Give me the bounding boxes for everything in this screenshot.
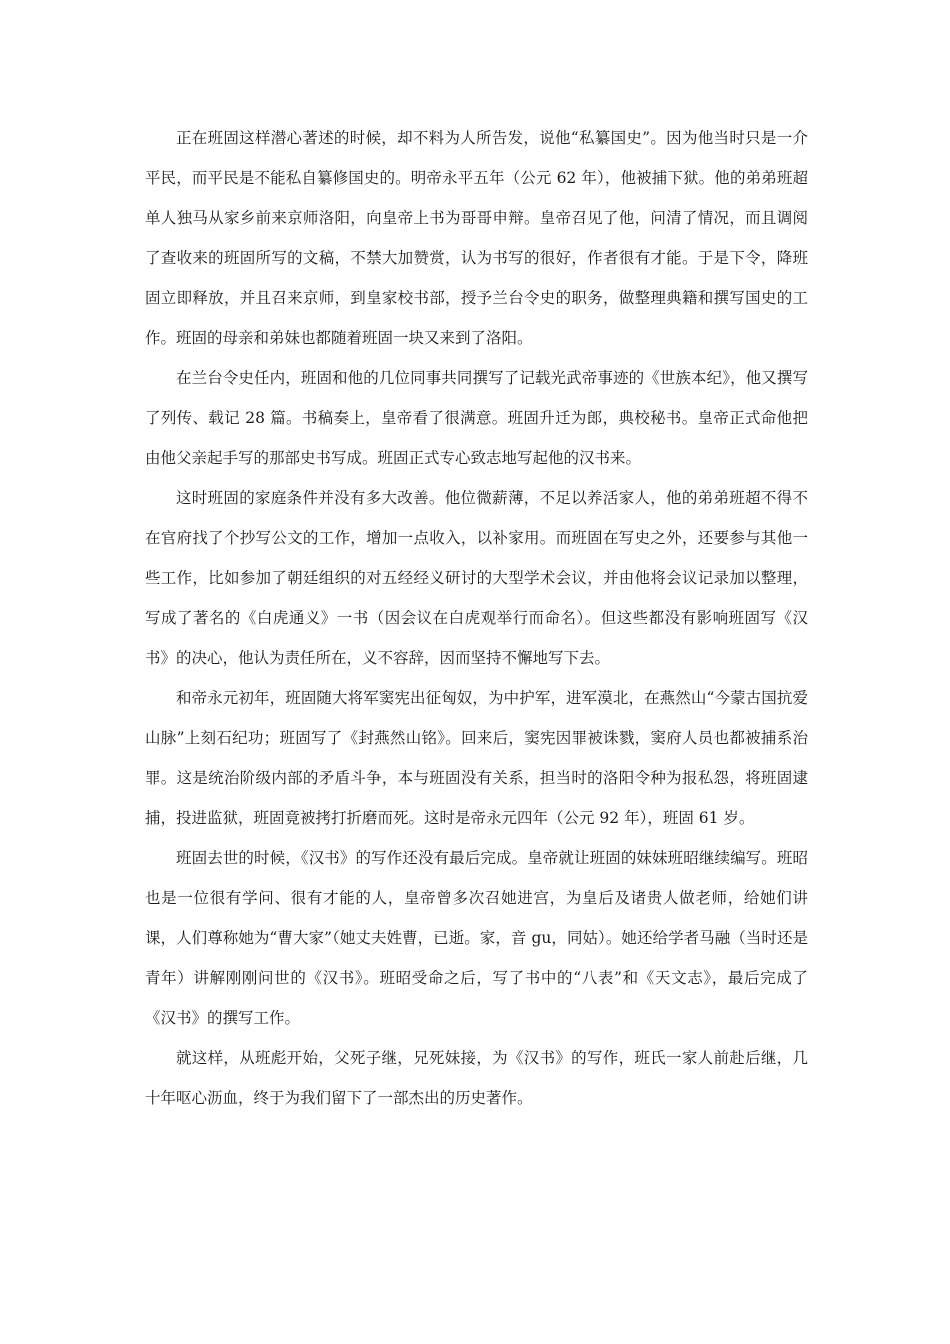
paragraph-1: 正在班固这样潜心著述的时候，却不料为人所告发，说他“私纂国史”。因为他当时只是一介平民，而平民是不能私自纂修国史的。明帝永平五年（公元 62 年），他被捕下狱。他的弟弟班超单人独马从家乡前来京师洛阳，向皇帝上书为哥哥申辩。皇帝召见了他，问清了情况，而且调阅了查收来的班固所写的文稿，不禁大加赞赏，认为书写的很好，作者很有才能。于是下令，降班固立即释放，并且召来京师，到皇家校书部，授予兰台令史的职务，做整理典籍和撰写国史的工作。班固的母亲和弟妹也都随着班固一块又来到了洛阳。 — [145, 129, 808, 347]
paragraph-5: 班固去世的时候，《汉书》的写作还没有最后完成。皇帝就让班固的妹妹班昭继续编写。班昭也是一位很有学问、很有才能的人，皇帝曾多次召她进宫，为皇后及诸贵人做老师，给她们讲课，人们尊称她为“曹大家”（她丈夫姓曹，已逝。家，音 gu，同姑）。她还给学者马融（当时还是青年）讲解刚刚问世的《汉书》。班昭受命之后，写了书中的“八表”和《天文志》，最后完成了《汉书》的撰写工作。 — [145, 849, 808, 1027]
paragraph-6: 就这样，从班彪开始，父死子继，兄死妹接，为《汉书》的写作，班氏一家人前赴后继，几十年呕心沥血，终于为我们留下了一部杰出的历史著作。 — [145, 1049, 808, 1107]
document-body — [145, 118, 808, 1118]
paragraph-4: 和帝永元初年，班固随大将军窦宪出征匈奴，为中护军，进军漠北，在燕然山“今蒙古国抗爱山脉”上刻石纪功；班固写了《封燕然山铭》。回来后，窦宪因罪被诛戮，窦府人员也都被捕系治罪。这是统治阶级内部的矛盾斗争，本与班固没有关系，担当时的洛阳令种为报私怨，将班固逮捕，投进监狱，班固竟被拷打折磨而死。这时是帝永元四年（公元 92 年），班固 61 岁。 — [145, 689, 808, 827]
paragraph-3: 这时班固的家庭条件并没有多大改善。他位微薪薄，不足以养活家人，他的弟弟班超不得不在官府找了个抄写公文的工作，增加一点收入，以补家用。而班固在写史之外，还要参与其他一些工作，比如参加了朝廷组织的对五经经义研讨的大型学术会议，并由他将会议记录加以整理，写成了著名的《白虎通义》一书（因会议在白虎观举行而命名）。但这些都没有影响班固写《汉书》的决心，他认为责任所在，义不容辞，因而坚持不懈地写下去。 — [145, 489, 808, 667]
paragraph-2: 在兰台令史任内，班固和他的几位同事共同撰写了记载光武帝事迹的《世族本纪》，他又撰写了列传、载记 28 篇。书稿奏上，皇帝看了很满意。班固升迁为郎，典校秘书。皇帝正式命他把由他父亲起手写的那部史书写成。班固正式专心致志地写起他的汉书来。 — [145, 369, 808, 467]
